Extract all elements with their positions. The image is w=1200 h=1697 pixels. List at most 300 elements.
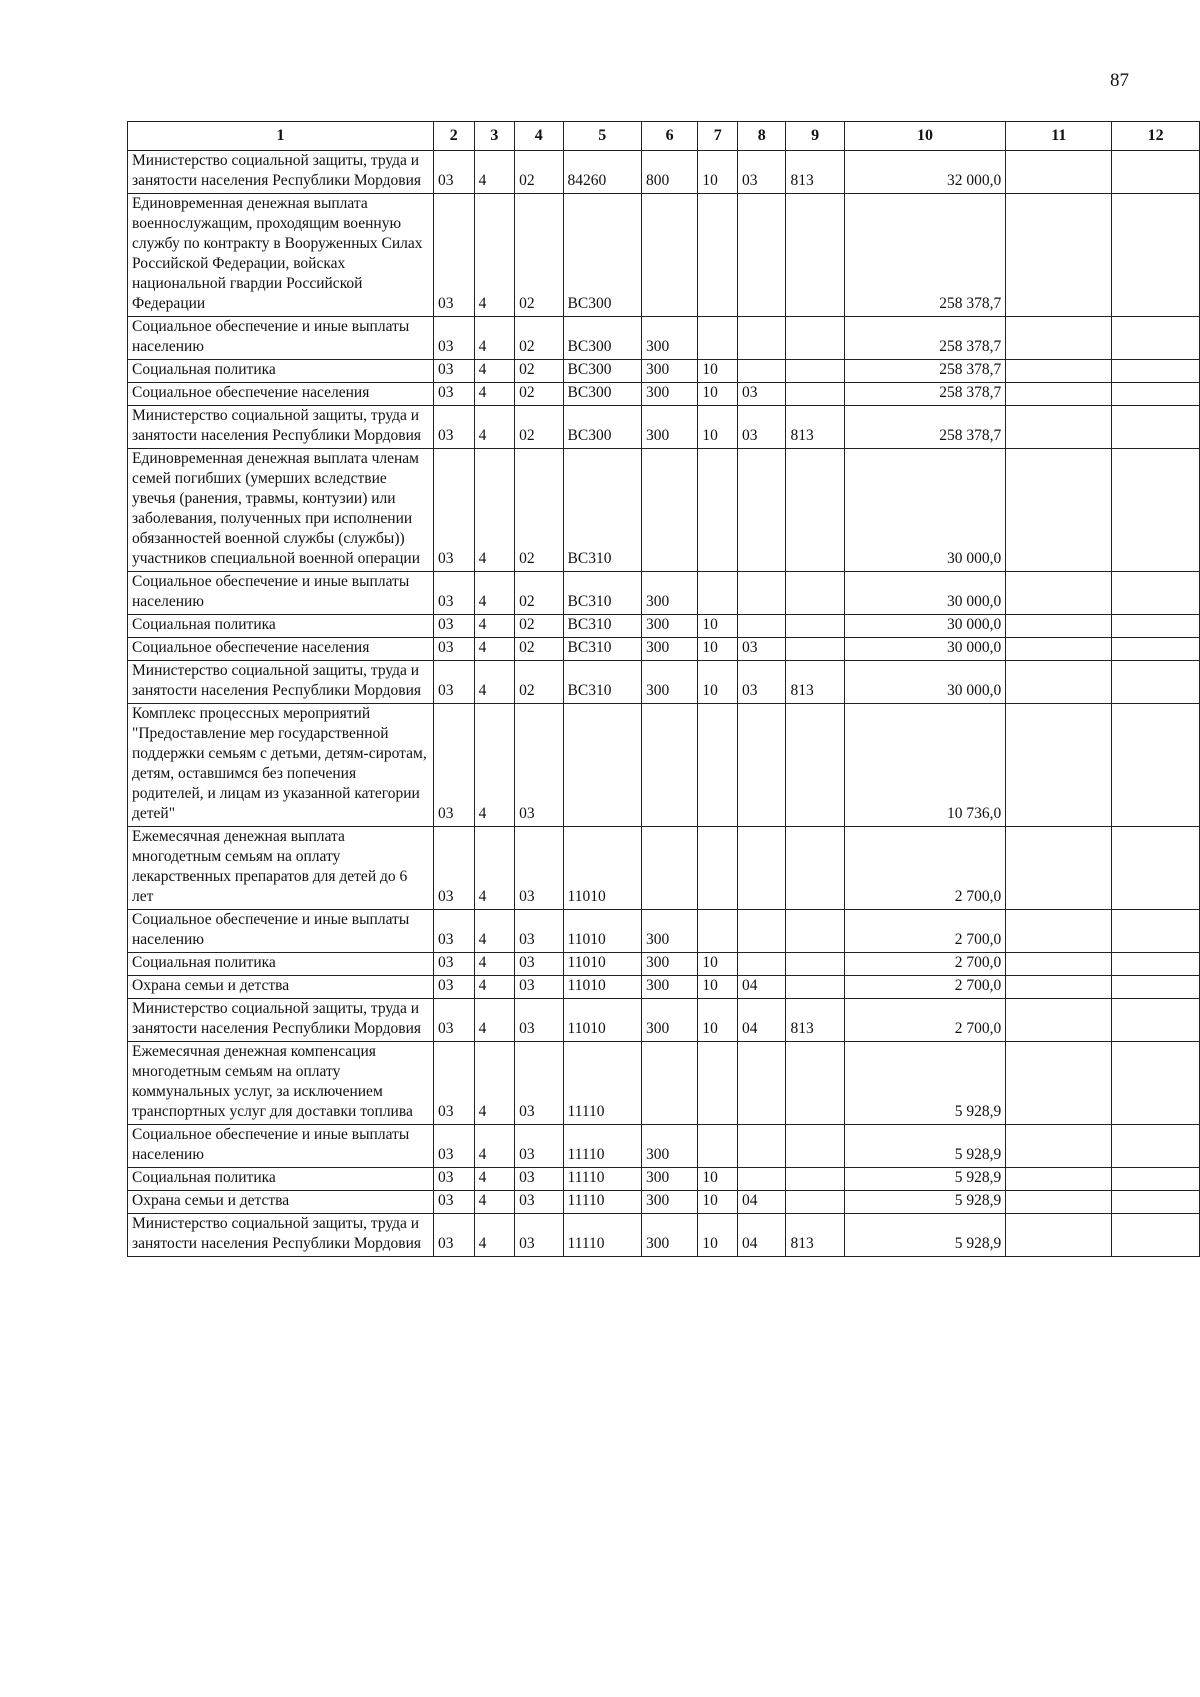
cell-col9 (786, 383, 844, 406)
cell-col6: 300 (641, 638, 697, 661)
col-header-9: 9 (786, 122, 844, 151)
cell-col5 (563, 704, 641, 827)
table-row (128, 999, 1200, 1042)
cell-col4: 02 (515, 317, 563, 360)
cell-col7: 10 (698, 360, 738, 383)
cell-col3: 4 (474, 661, 514, 704)
col-header-12: 12 (1112, 122, 1200, 151)
cell-col11 (1006, 827, 1112, 910)
cell-col8 (738, 827, 786, 910)
cell-col8 (738, 1168, 786, 1191)
cell-col2: 03 (433, 827, 474, 910)
table-row (128, 151, 1200, 194)
cell-col3: 4 (474, 953, 514, 976)
cell-col5: 11010 (563, 910, 641, 953)
cell-col5: ВС300 (563, 360, 641, 383)
cell-amount: 2 700,0 (844, 976, 1005, 999)
cell-col2: 03 (433, 406, 474, 449)
cell-col8: 04 (738, 976, 786, 999)
cell-col8: 03 (738, 638, 786, 661)
cell-name: Министерство социальной защиты, труда и занятости населения Республики Мордовия (128, 406, 434, 449)
cell-col7 (698, 1125, 738, 1168)
cell-col3: 4 (474, 1191, 514, 1214)
cell-col7 (698, 572, 738, 615)
cell-col3: 4 (474, 151, 514, 194)
header-row (128, 122, 1200, 151)
cell-col5: 11110 (563, 1125, 641, 1168)
cell-col6: 300 (641, 910, 697, 953)
cell-name: Министерство социальной защиты, труда и занятости населения Республики Мордовия (128, 999, 434, 1042)
cell-col4: 03 (515, 976, 563, 999)
cell-col8 (738, 572, 786, 615)
cell-col11 (1006, 1125, 1112, 1168)
cell-col2: 03 (433, 383, 474, 406)
cell-col9 (786, 827, 844, 910)
table-row (128, 1191, 1200, 1214)
cell-col6 (641, 1042, 697, 1125)
cell-col5: ВС310 (563, 615, 641, 638)
cell-col11 (1006, 151, 1112, 194)
cell-col9 (786, 1168, 844, 1191)
cell-col12 (1112, 1214, 1200, 1257)
cell-col5: 11110 (563, 1191, 641, 1214)
cell-col11 (1006, 661, 1112, 704)
table-row (128, 661, 1200, 704)
cell-col9: 813 (786, 406, 844, 449)
cell-amount: 30 000,0 (844, 661, 1005, 704)
table-row (128, 827, 1200, 910)
cell-col12 (1112, 151, 1200, 194)
cell-col11 (1006, 999, 1112, 1042)
cell-col3: 4 (474, 406, 514, 449)
cell-col3: 4 (474, 638, 514, 661)
cell-name: Социальное обеспечение населения (128, 638, 434, 661)
col-header-4: 4 (515, 122, 563, 151)
cell-amount: 10 736,0 (844, 704, 1005, 827)
table-row (128, 910, 1200, 953)
cell-col5: 11110 (563, 1214, 641, 1257)
cell-name: Социальное обеспечение и иные выплаты населению (128, 317, 434, 360)
cell-col3: 4 (474, 704, 514, 827)
cell-name: Социальная политика (128, 360, 434, 383)
cell-col7: 10 (698, 383, 738, 406)
cell-name: Министерство социальной защиты, труда и занятости населения Республики Мордовия (128, 151, 434, 194)
cell-col4: 03 (515, 1214, 563, 1257)
cell-col11 (1006, 317, 1112, 360)
cell-col11 (1006, 194, 1112, 317)
cell-col7 (698, 910, 738, 953)
col-header-5: 5 (563, 122, 641, 151)
cell-col2: 03 (433, 194, 474, 317)
cell-col6: 300 (641, 615, 697, 638)
cell-col5: 11110 (563, 1042, 641, 1125)
page-number: 87 (1110, 70, 1129, 91)
cell-col6: 300 (641, 360, 697, 383)
cell-col6: 800 (641, 151, 697, 194)
cell-col9 (786, 1042, 844, 1125)
col-header-8: 8 (738, 122, 786, 151)
cell-name: Комплекс процессных мероприятий "Предоставление мер государственной поддержки семьям с детьми, детям-сиротам, детям, оставшимся без попечения родителей, и лицам из указанной категории детей" (128, 704, 434, 827)
cell-col4: 02 (515, 615, 563, 638)
cell-col9 (786, 317, 844, 360)
cell-col12 (1112, 406, 1200, 449)
cell-col6: 300 (641, 406, 697, 449)
table-row (128, 406, 1200, 449)
cell-amount: 30 000,0 (844, 615, 1005, 638)
cell-col8: 03 (738, 661, 786, 704)
cell-col2: 03 (433, 360, 474, 383)
cell-col4: 03 (515, 1042, 563, 1125)
cell-col2: 03 (433, 704, 474, 827)
cell-amount: 2 700,0 (844, 827, 1005, 910)
col-header-2: 2 (433, 122, 474, 151)
cell-col7: 10 (698, 1191, 738, 1214)
table-row (128, 572, 1200, 615)
cell-col9 (786, 572, 844, 615)
cell-amount: 5 928,9 (844, 1191, 1005, 1214)
cell-col8: 04 (738, 1191, 786, 1214)
cell-col7 (698, 449, 738, 572)
cell-col2: 03 (433, 572, 474, 615)
cell-col12 (1112, 572, 1200, 615)
cell-col6: 300 (641, 1191, 697, 1214)
cell-col2: 03 (433, 151, 474, 194)
cell-col4: 03 (515, 1125, 563, 1168)
cell-amount: 32 000,0 (844, 151, 1005, 194)
cell-col12 (1112, 1125, 1200, 1168)
cell-name: Министерство социальной защиты, труда и занятости населения Республики Мордовия (128, 1214, 434, 1257)
cell-col9 (786, 910, 844, 953)
cell-col4: 03 (515, 910, 563, 953)
cell-col7: 10 (698, 976, 738, 999)
cell-col8 (738, 1042, 786, 1125)
cell-col3: 4 (474, 999, 514, 1042)
cell-col6: 300 (641, 1168, 697, 1191)
cell-col3: 4 (474, 827, 514, 910)
cell-name: Ежемесячная денежная выплата многодетным семьям на оплату лекарственных препаратов для детей до 6 лет (128, 827, 434, 910)
cell-col3: 4 (474, 910, 514, 953)
cell-col7 (698, 704, 738, 827)
cell-col2: 03 (433, 661, 474, 704)
cell-col2: 03 (433, 638, 474, 661)
cell-col12 (1112, 953, 1200, 976)
cell-col3: 4 (474, 317, 514, 360)
cell-name: Социальное обеспечение и иные выплаты населению (128, 910, 434, 953)
cell-col7: 10 (698, 661, 738, 704)
col-header-11: 11 (1006, 122, 1112, 151)
cell-col7: 10 (698, 406, 738, 449)
cell-col9: 813 (786, 1214, 844, 1257)
budget-table (127, 121, 1200, 1257)
cell-col6: 300 (641, 976, 697, 999)
cell-col7: 10 (698, 151, 738, 194)
cell-col12 (1112, 449, 1200, 572)
table-row (128, 638, 1200, 661)
cell-col6: 300 (641, 953, 697, 976)
cell-col8 (738, 615, 786, 638)
cell-name: Единовременная денежная выплата членам семей погибших (умерших вследствие увечья (ранения, травмы, контузии) или заболевания, полученных при исполнении обязанностей военной службы (службы)) участников специальной военной операции (128, 449, 434, 572)
cell-name: Охрана семьи и детства (128, 976, 434, 999)
cell-col4: 02 (515, 572, 563, 615)
cell-amount: 2 700,0 (844, 910, 1005, 953)
cell-col7: 10 (698, 1168, 738, 1191)
col-header-7: 7 (698, 122, 738, 151)
cell-amount: 5 928,9 (844, 1125, 1005, 1168)
cell-col6: 300 (641, 317, 697, 360)
cell-amount: 30 000,0 (844, 638, 1005, 661)
cell-col2: 03 (433, 449, 474, 572)
cell-col9 (786, 1125, 844, 1168)
cell-col3: 4 (474, 1125, 514, 1168)
cell-col8 (738, 704, 786, 827)
cell-col12 (1112, 360, 1200, 383)
table-row (128, 360, 1200, 383)
cell-col9 (786, 638, 844, 661)
cell-col5: ВС310 (563, 638, 641, 661)
cell-col8: 04 (738, 1214, 786, 1257)
cell-col4: 02 (515, 194, 563, 317)
table-row (128, 1168, 1200, 1191)
cell-col6: 300 (641, 1214, 697, 1257)
cell-name: Охрана семьи и детства (128, 1191, 434, 1214)
cell-col11 (1006, 572, 1112, 615)
cell-col6 (641, 827, 697, 910)
cell-col11 (1006, 638, 1112, 661)
cell-col9 (786, 449, 844, 572)
cell-col5: 11110 (563, 1168, 641, 1191)
cell-col8: 03 (738, 383, 786, 406)
cell-col12 (1112, 1168, 1200, 1191)
cell-col12 (1112, 999, 1200, 1042)
cell-col11 (1006, 383, 1112, 406)
cell-col2: 03 (433, 999, 474, 1042)
cell-col7 (698, 827, 738, 910)
cell-col4: 02 (515, 638, 563, 661)
cell-col4: 03 (515, 1191, 563, 1214)
cell-col3: 4 (474, 976, 514, 999)
cell-col9 (786, 953, 844, 976)
cell-col5: ВС300 (563, 383, 641, 406)
cell-col11 (1006, 1214, 1112, 1257)
cell-col2: 03 (433, 910, 474, 953)
cell-col6: 300 (641, 383, 697, 406)
cell-col5: 11010 (563, 976, 641, 999)
cell-amount: 2 700,0 (844, 999, 1005, 1042)
cell-amount: 5 928,9 (844, 1214, 1005, 1257)
cell-col11 (1006, 1191, 1112, 1214)
cell-name: Министерство социальной защиты, труда и занятости населения Республики Мордовия (128, 661, 434, 704)
cell-amount: 258 378,7 (844, 194, 1005, 317)
cell-name: Социальная политика (128, 1168, 434, 1191)
cell-col5: ВС300 (563, 194, 641, 317)
cell-col11 (1006, 976, 1112, 999)
cell-col9 (786, 615, 844, 638)
cell-col11 (1006, 953, 1112, 976)
cell-col7: 10 (698, 999, 738, 1042)
cell-name: Ежемесячная денежная компенсация многодетным семьям на оплату коммунальных услуг, за исключением транспортных услуг для доставки топлива (128, 1042, 434, 1125)
cell-col4: 02 (515, 449, 563, 572)
cell-amount: 30 000,0 (844, 449, 1005, 572)
cell-col12 (1112, 827, 1200, 910)
cell-col4: 03 (515, 827, 563, 910)
cell-col12 (1112, 976, 1200, 999)
cell-col6: 300 (641, 1125, 697, 1168)
cell-col8 (738, 910, 786, 953)
cell-name: Социальное обеспечение и иные выплаты населению (128, 572, 434, 615)
cell-amount: 258 378,7 (844, 317, 1005, 360)
cell-name: Единовременная денежная выплата военнослужащим, проходящим военную службу по контракту в Вооруженных Силах Российской Федерации, войсках национальной гвардии Российской Федерации (128, 194, 434, 317)
cell-col9 (786, 360, 844, 383)
table-row (128, 976, 1200, 999)
cell-col7 (698, 317, 738, 360)
cell-col11 (1006, 406, 1112, 449)
cell-amount: 2 700,0 (844, 953, 1005, 976)
cell-col4: 02 (515, 151, 563, 194)
cell-col6: 300 (641, 661, 697, 704)
cell-col3: 4 (474, 1168, 514, 1191)
cell-col2: 03 (433, 1125, 474, 1168)
cell-col8 (738, 194, 786, 317)
cell-col8 (738, 317, 786, 360)
cell-col7: 10 (698, 1214, 738, 1257)
cell-col9 (786, 976, 844, 999)
col-header-3: 3 (474, 122, 514, 151)
cell-col7: 10 (698, 615, 738, 638)
table-row (128, 194, 1200, 317)
table-body (128, 151, 1200, 1257)
cell-col4: 03 (515, 999, 563, 1042)
cell-col12 (1112, 317, 1200, 360)
cell-col2: 03 (433, 953, 474, 976)
cell-col5: 11010 (563, 827, 641, 910)
cell-col11 (1006, 704, 1112, 827)
cell-col5: ВС310 (563, 661, 641, 704)
cell-col2: 03 (433, 1214, 474, 1257)
cell-name: Социальная политика (128, 615, 434, 638)
cell-col4: 03 (515, 1168, 563, 1191)
cell-col11 (1006, 910, 1112, 953)
cell-col3: 4 (474, 572, 514, 615)
cell-amount: 258 378,7 (844, 360, 1005, 383)
cell-col8 (738, 449, 786, 572)
cell-col8 (738, 953, 786, 976)
cell-col5: 11010 (563, 999, 641, 1042)
cell-col4: 03 (515, 704, 563, 827)
cell-col12 (1112, 194, 1200, 317)
cell-col5: 84260 (563, 151, 641, 194)
cell-col2: 03 (433, 317, 474, 360)
cell-col4: 02 (515, 406, 563, 449)
cell-col3: 4 (474, 615, 514, 638)
table-row (128, 317, 1200, 360)
cell-col5: ВС300 (563, 317, 641, 360)
cell-col9 (786, 1191, 844, 1214)
cell-col8: 03 (738, 406, 786, 449)
table-row (128, 1125, 1200, 1168)
cell-name: Социальная политика (128, 953, 434, 976)
cell-col4: 02 (515, 661, 563, 704)
cell-col9 (786, 704, 844, 827)
cell-col3: 4 (474, 1042, 514, 1125)
cell-col8 (738, 1125, 786, 1168)
cell-col3: 4 (474, 194, 514, 317)
table-row (128, 1214, 1200, 1257)
cell-col9: 813 (786, 999, 844, 1042)
cell-col9: 813 (786, 151, 844, 194)
cell-col12 (1112, 1042, 1200, 1125)
table-row (128, 383, 1200, 406)
cell-col3: 4 (474, 449, 514, 572)
cell-col11 (1006, 1042, 1112, 1125)
cell-col8: 04 (738, 999, 786, 1042)
cell-col5: ВС310 (563, 572, 641, 615)
cell-col4: 02 (515, 360, 563, 383)
cell-col12 (1112, 661, 1200, 704)
cell-col2: 03 (433, 1191, 474, 1214)
table-row (128, 953, 1200, 976)
col-header-6: 6 (641, 122, 697, 151)
cell-col6: 300 (641, 999, 697, 1042)
cell-name: Социальное обеспечение и иные выплаты населению (128, 1125, 434, 1168)
cell-col5: ВС310 (563, 449, 641, 572)
cell-col12 (1112, 638, 1200, 661)
cell-col4: 03 (515, 953, 563, 976)
cell-col7: 10 (698, 638, 738, 661)
cell-col12 (1112, 383, 1200, 406)
col-header-10: 10 (844, 122, 1005, 151)
cell-col2: 03 (433, 976, 474, 999)
cell-col5: ВС300 (563, 406, 641, 449)
cell-col2: 03 (433, 1168, 474, 1191)
cell-col11 (1006, 449, 1112, 572)
cell-col6: 300 (641, 572, 697, 615)
cell-col9: 813 (786, 661, 844, 704)
cell-col12 (1112, 910, 1200, 953)
table-row (128, 704, 1200, 827)
cell-col12 (1112, 704, 1200, 827)
cell-col4: 02 (515, 383, 563, 406)
cell-col6 (641, 704, 697, 827)
cell-col11 (1006, 1168, 1112, 1191)
cell-col12 (1112, 615, 1200, 638)
table-row (128, 1042, 1200, 1125)
cell-col7 (698, 194, 738, 317)
cell-col3: 4 (474, 1214, 514, 1257)
cell-amount: 258 378,7 (844, 383, 1005, 406)
table-row (128, 449, 1200, 572)
cell-col11 (1006, 615, 1112, 638)
cell-col6 (641, 449, 697, 572)
cell-col11 (1006, 360, 1112, 383)
cell-amount: 5 928,9 (844, 1168, 1005, 1191)
cell-col3: 4 (474, 383, 514, 406)
cell-col7: 10 (698, 953, 738, 976)
cell-amount: 30 000,0 (844, 572, 1005, 615)
cell-col2: 03 (433, 1042, 474, 1125)
cell-amount: 258 378,7 (844, 406, 1005, 449)
cell-col8 (738, 360, 786, 383)
cell-col9 (786, 194, 844, 317)
cell-name: Социальное обеспечение населения (128, 383, 434, 406)
cell-amount: 5 928,9 (844, 1042, 1005, 1125)
table-row (128, 615, 1200, 638)
cell-col7 (698, 1042, 738, 1125)
cell-col6 (641, 194, 697, 317)
cell-col3: 4 (474, 360, 514, 383)
col-header-1: 1 (128, 122, 434, 151)
cell-col12 (1112, 1191, 1200, 1214)
cell-col5: 11010 (563, 953, 641, 976)
